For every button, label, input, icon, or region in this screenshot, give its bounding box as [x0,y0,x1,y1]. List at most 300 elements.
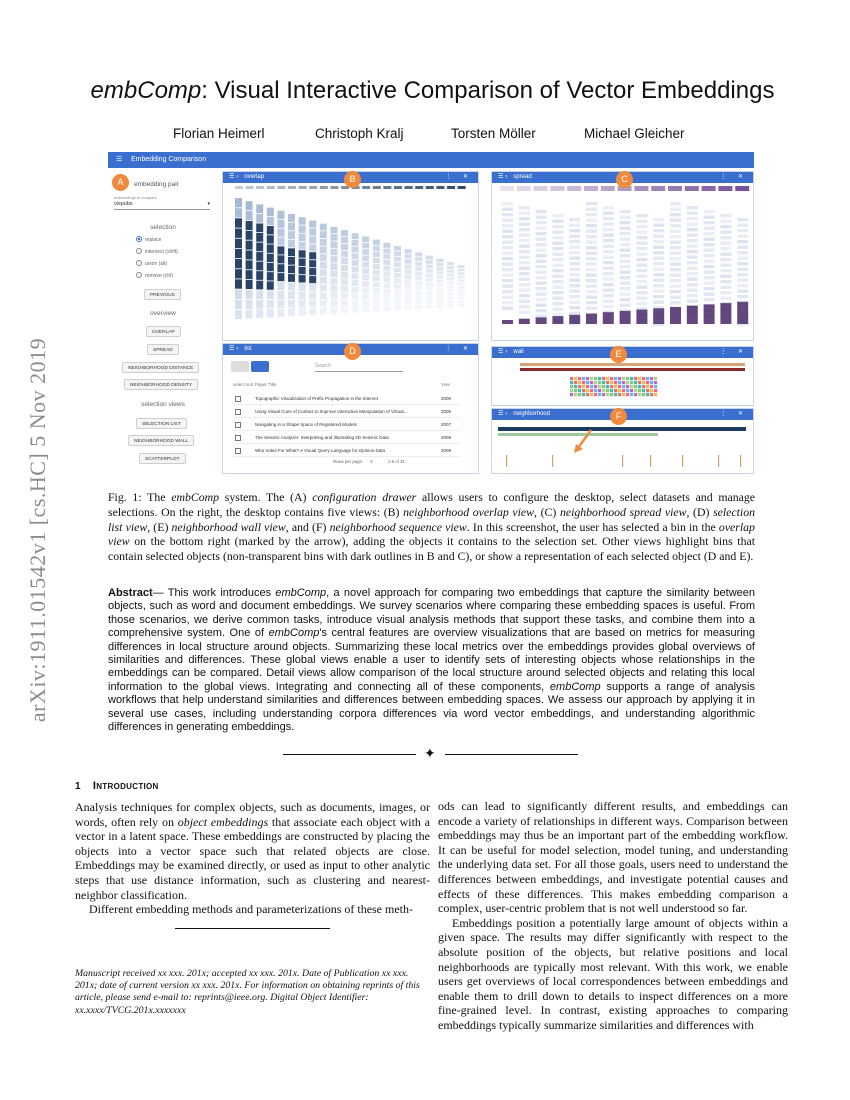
spread-bin [552,297,563,300]
chevron-right-icon[interactable]: › [505,349,508,355]
wall-cell [602,393,605,396]
overlap-button[interactable]: OVERLAP [146,326,181,337]
overlap-bin [415,281,422,285]
wall-cell [570,393,573,396]
table-row[interactable] [233,432,461,444]
radio-replace[interactable]: replace [136,236,161,243]
overlap-bin [320,308,327,315]
chevron-down-icon: ▾ [207,201,210,207]
color-scale-cell [288,186,296,189]
search-input[interactable] [315,363,403,372]
spread-bin [519,239,530,242]
column-year[interactable]: Year [441,382,451,387]
spread-bin [569,262,580,265]
wall-cell [610,377,613,380]
spread-bin [569,224,580,227]
table-row[interactable] [233,445,461,457]
spread-bin [502,208,513,211]
overlap-bin [458,304,465,307]
row-checkbox[interactable] [235,422,241,428]
overlap-bin [235,259,242,268]
spread-bin [670,285,681,288]
spread-bin [519,234,530,237]
arxiv-stamp [18,290,58,770]
overlap-chart[interactable] [223,184,478,341]
wall-cell [602,377,605,380]
overlap-bin [330,249,337,256]
wall-cell [586,393,589,396]
panel-controls[interactable]: ⋮ ✕ [720,411,748,417]
spread-bin [620,210,631,213]
section-title: Introduction [92,780,159,792]
list-toggle[interactable] [251,361,269,372]
paragraph-text: ods can lead to significantly different results, and embeddings can encode a variety of relationships in different ways. Comparison between embeddings may thus be an important part of the embedding workflow. It can be useful for model selection, model tuning, and understanding the underlying data set. For all those goals, users need to understand the differences between embeddings, and investigate potential causes and effects of these differences. This makes embedding comparison a complex, user-centric problem that is not well understood so far. [438,799,788,916]
overlap-bin [362,306,369,312]
wall-cell [630,389,633,392]
overlap-bin [394,246,401,251]
spread-bin [536,309,547,312]
neighborhood-chart[interactable] [492,421,753,473]
row-year: 2008 [441,448,452,453]
spread-bin [670,279,681,282]
neighborhood-density-button[interactable]: NEIGHBORHOOD DENSITY [124,379,198,390]
app-bar [108,152,754,168]
paper-title [60,77,805,105]
overlap-bin [309,220,316,227]
spread-bin [636,297,647,300]
overlap-bin [299,234,306,241]
overlap-bin [341,293,348,299]
spread-bin [552,313,563,316]
spread-bin [653,218,664,221]
spread-bin [687,289,698,292]
menu-icon[interactable]: ☰ [229,174,235,180]
overlap-bin [436,275,443,278]
panel-controls[interactable]: ⋮ ✕ [720,174,748,180]
overlap-bin [447,281,454,284]
overlap-bin [352,253,359,259]
overlap-bin [246,201,253,210]
spread-bin [720,236,731,239]
row-checkbox[interactable] [235,409,241,415]
spread-bin [687,212,698,215]
row-title: The Seismic Analyzer: Interpreting and Illustrating 2D Seismic Data [255,435,389,440]
overlap-bin [277,300,284,308]
wall-cell [642,381,645,384]
color-scale-cell [383,186,391,189]
row-checkbox[interactable] [235,435,241,441]
overlap-bin [405,254,412,258]
color-scale-cell [415,186,423,189]
spread-bin [653,290,664,293]
spread-bin [720,231,731,234]
rows-per-page-select[interactable]: 5 [370,459,373,464]
spread-bin [569,251,580,254]
search-placeholder: Search [315,363,331,369]
spread-bin [586,219,597,222]
menu-icon[interactable]: ☰ [229,346,235,352]
overlap-bin [458,286,465,289]
wall-cell [594,389,597,392]
author: Christoph Kralj [315,126,404,141]
wall-cell [630,385,633,388]
spread-bin [636,291,647,294]
spread-bin [687,239,698,242]
overlap-bin [405,280,412,284]
wall-cell [646,389,649,392]
overlap-bin [415,272,422,276]
spread-bin-selected [569,315,580,324]
overlap-bin [405,300,412,304]
overlap-bin [426,305,433,309]
overlap-bin [246,241,253,250]
spread-bin [636,253,647,256]
wall-cell [582,389,585,392]
wall-cell [606,377,609,380]
row-year: 2006 [441,396,452,401]
chevron-right-icon[interactable]: › [236,174,239,180]
spread-bin [536,243,547,246]
overlap-view [222,171,479,341]
spread-bin [670,274,681,277]
overlap-bin [277,220,284,228]
radio-union[interactable]: union (alt) [136,260,167,267]
menu-icon[interactable]: ☰ [498,349,504,355]
spread-bin [536,282,547,285]
spread-bin [569,235,580,238]
overlap-bin [436,292,443,295]
overlap-bin [394,295,401,300]
overlap-bin [288,231,295,239]
overlap-bin [458,269,465,272]
overlap-bin [362,275,369,281]
overlap-bin [288,214,295,222]
overlap-bin [436,259,443,262]
row-title: Topographic Visualization of Prefix Propagation in the Internet [255,396,378,401]
spread-view [491,171,754,341]
overlap-bin [458,297,465,300]
spread-bin [653,229,664,232]
overlap-bin [320,231,327,238]
neighborhood-wall-button[interactable]: NEIGHBORHOOD WALL [128,435,194,446]
wall-cell [578,385,581,388]
footnote-rule [175,928,330,929]
neighborhood-title: neighborhood [513,411,551,417]
spread-button[interactable]: SPREAD [147,344,179,355]
panel-controls[interactable]: ⋮ ✕ [445,174,473,180]
spread-bin [603,239,614,242]
spread-chart[interactable] [492,184,753,341]
spread-bin [620,232,631,235]
spread-bin [552,275,563,278]
menu-icon[interactable]: ☰ [116,156,123,163]
color-scale-cell [718,186,732,191]
overlap-bin [320,269,327,276]
table-row[interactable] [233,419,461,431]
color-scale-cell [584,186,598,191]
color-scale-cell [256,186,264,189]
overlap-bin [405,285,412,289]
overlap-bin [415,295,422,299]
wall-cell [582,385,585,388]
spread-bin [720,286,731,289]
overlap-bin [415,262,422,266]
wall-cell [646,381,649,384]
title-system-name: embComp [90,77,202,104]
overlap-bin [267,291,274,299]
overlap-bin [373,282,380,287]
spread-bin-selected [502,320,513,324]
spread-bin [536,271,547,274]
spread-bin [636,280,647,283]
wall-cell [646,393,649,396]
wall-cell [626,381,629,384]
overlap-bin [309,252,316,259]
overlap-bin [341,307,348,313]
overlap-bin [288,300,295,308]
overlap-bin [309,244,316,251]
overlap-bin [299,267,306,274]
table-row[interactable] [233,393,461,405]
overlap-bin [362,287,369,293]
spread-bin [569,279,580,282]
wall-cell [590,381,593,384]
wall-chart[interactable] [492,359,753,405]
spread-bin [670,263,681,266]
wall-cell [638,381,641,384]
spread-bin [552,264,563,267]
chevron-right-icon[interactable]: › [505,174,508,180]
wall-cell [622,393,625,396]
separator-right [445,754,578,755]
chevron-right-icon[interactable]: › [505,411,508,417]
spread-bin [536,227,547,230]
spread-bin [704,232,715,235]
spread-bin [670,246,681,249]
spread-bin [552,247,563,250]
overlap-bin [373,294,380,299]
spread-bin [603,289,614,292]
row-checkbox[interactable] [235,448,241,454]
spread-bin [704,293,715,296]
color-scale-cell [246,186,254,189]
menu-icon[interactable]: ☰ [498,174,504,180]
wall-cell [586,377,589,380]
menu-icon[interactable]: ☰ [498,411,504,417]
overlap-bin [383,243,390,248]
overlap-bin [436,296,443,299]
color-scale-cell [534,186,548,191]
panel-controls[interactable]: ⋮ ✕ [720,349,748,355]
wall-cell [634,393,637,396]
overlap-bin [458,300,465,303]
overlap-bin [426,265,433,269]
overlap-bin [320,277,327,284]
overlap-bin [447,289,454,292]
overlap-bin [383,283,390,288]
spread-bin [704,260,715,263]
color-scale-cell [267,186,275,189]
spread-bin [603,300,614,303]
overlap-bin [277,211,284,219]
spread-bin [519,300,530,303]
overlap-bin [447,297,454,300]
spread-bin [536,265,547,268]
overlap-bin [352,267,359,273]
wall-cell [574,381,577,384]
overlap-bin [373,252,380,257]
overlap-bin [458,283,465,286]
figure-caption [108,490,755,564]
overlap-bin [394,289,401,294]
overlap-bin [394,257,401,262]
spread-bin [737,273,748,276]
spread-bin [670,202,681,205]
overlap-bin [256,262,263,271]
selection-list-button[interactable]: SELECTION LIST [136,418,187,429]
overlap-bin [458,293,465,296]
spread-bin [603,217,614,220]
badge-c: C [616,171,633,188]
spread-bin [552,231,563,234]
overlap-bin [373,270,380,275]
spread-bin [586,257,597,260]
wall-cell [634,377,637,380]
spread-bin [519,223,530,226]
overlap-bin [288,257,295,265]
wall-cell [618,389,621,392]
abstract-label: Abstract [108,587,153,599]
wall-cell [610,389,613,392]
spread-bin [687,217,698,220]
caption-text: . In this screenshot, the user has selected a bin in the [466,519,719,534]
spread-bin [670,257,681,260]
embedding-select[interactable] [114,201,210,210]
overlap-bin [436,280,443,283]
spread-bin [687,283,698,286]
badge-e: E [610,346,627,363]
overlap-bin [447,300,454,303]
wall-cell [630,377,633,380]
radio-remove[interactable]: remove (ctrl) [136,272,173,279]
overlap-bin [256,214,263,223]
spread-bin [620,276,631,279]
wall-cell [618,377,621,380]
overlap-bin [383,271,390,276]
overlap-bin [277,238,284,246]
overlap-bin [299,259,306,266]
spread-bin [586,263,597,266]
wall-cell [614,385,617,388]
radio-intersect[interactable]: intersect (shift) [136,248,178,255]
overlap-bin [458,272,465,275]
spread-bin [687,261,698,264]
color-scale-cell [735,186,749,191]
abstract-text: supports a range of analysis workflows that help understand similarities and differences between embedding spaces. We assess our approach by applying it in several use cases, including understanding corpora differences via word vector embeddings, and understanding algorithmic differences in generating embeddings. [108,680,755,734]
spread-bin [687,267,698,270]
paragraph-text: Embeddings position a potentially large amount of objects within a given space. The results may differ significantly with respect to the absolute position of the objects, but relative positions and local neighborhoods are typically most relevant. With this work, we enable users get overviews of local correspondences between embeddings and enable them to drill down to details to inspect differences on a more fine-grained level. In contrast, existing approaches to comparing embeddings typically summarize similarities and differences with [438,915,788,1032]
neighborhood-distance-button[interactable]: NEIGHBORHOOD DISTANCE [122,362,199,373]
scatterplot-button[interactable]: SCATTERPLOT [139,453,186,464]
row-checkbox[interactable] [235,396,241,402]
overlap-bin [267,217,274,225]
chevron-right-icon[interactable]: › [236,346,239,352]
spread-bin [569,301,580,304]
overlap-bin [415,257,422,261]
wall-cell [598,389,601,392]
spread-bin [536,293,547,296]
previous-button[interactable]: PREVIOUS [144,289,181,300]
overlap-bin [373,288,380,293]
overlap-bin [394,273,401,278]
wall-cell [578,389,581,392]
row-year: 2006 [441,409,452,414]
overlap-bin [277,282,284,290]
overlap-bin [288,291,295,299]
overlap-bin [373,258,380,263]
wall-cell [582,377,585,380]
overlap-bin [288,266,295,274]
spread-bin-selected [704,304,715,324]
spread-bin [502,274,513,277]
overlap-bin [288,248,295,256]
overlap-bin [341,237,348,243]
spread-bin-selected [720,303,731,324]
spread-bin [636,247,647,250]
panel-controls[interactable]: ⋮ ✕ [445,346,473,352]
column-title[interactable]: Paper Title [255,382,277,387]
spread-bin [720,242,731,245]
overlap-bin [436,304,443,307]
overlap-bin [394,284,401,289]
overlap-bin [330,285,337,292]
spread-bin [737,235,748,238]
overlap-bin [458,276,465,279]
spread-bin [720,247,731,250]
filter-toggle[interactable] [231,361,249,372]
spread-bin [704,216,715,219]
color-scale-cell [362,186,370,189]
spread-bin [737,284,748,287]
spread-bin [502,224,513,227]
overlap-bin [256,271,263,280]
spread-bin [720,264,731,267]
column-select[interactable]: select sort [233,382,254,387]
overlap-bin [415,305,422,309]
spread-bin [603,250,614,253]
overlap-bin [426,296,433,300]
table-row[interactable] [233,406,461,418]
spread-bin [502,235,513,238]
spread-bin [704,249,715,252]
spread-bin [569,295,580,298]
overlap-bin [373,246,380,251]
spread-bin [737,262,748,265]
spread-bin [636,264,647,267]
spread-bin [552,242,563,245]
overlap-bin [341,300,348,306]
spread-bin [653,257,664,260]
spread-bin [720,220,731,223]
spread-bin [636,302,647,305]
wall-cell [626,385,629,388]
overlap-bin [309,276,316,283]
wall-cell [630,393,633,396]
spread-bin [687,278,698,281]
color-scale-cell [567,186,581,191]
caption-text: neighborhood wall view [171,519,286,534]
color-scale-cell [651,186,665,191]
